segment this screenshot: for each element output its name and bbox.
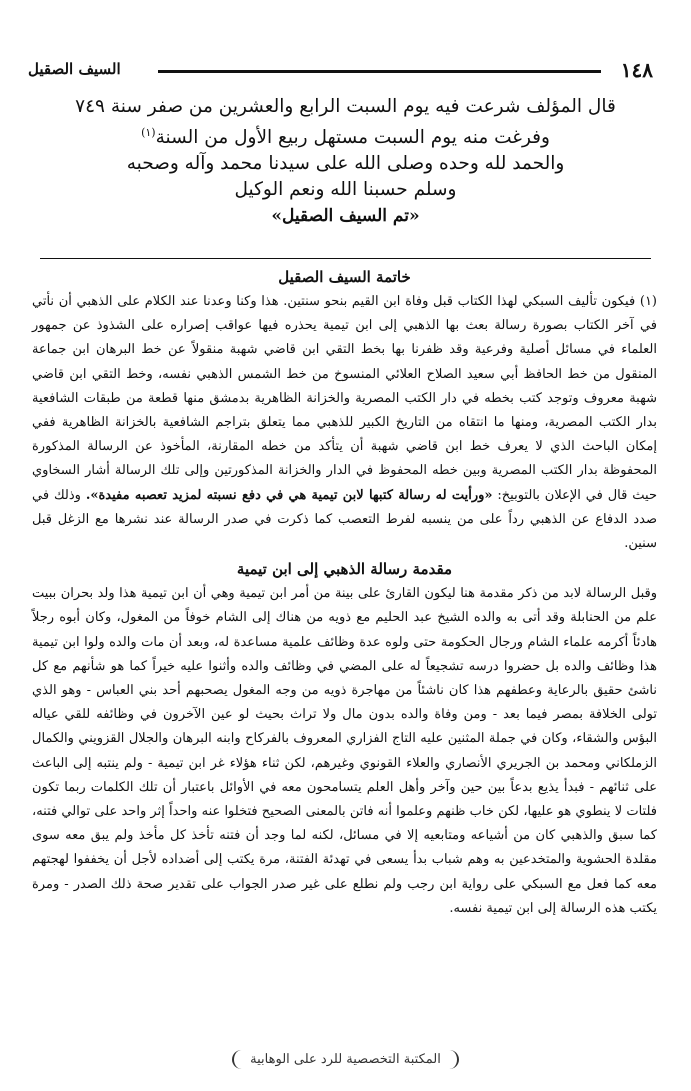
end-mark: «تم السيف الصقيل» <box>271 206 420 227</box>
footnote-quote: «ورأيت له رسالة كتبها لابن تيمية هي في دفع نسبته لمزيد تعصبه مفيدة». <box>85 487 493 503</box>
brand-frame: المكتبة التخصصية للرد على الوهابية <box>232 1050 459 1069</box>
colophon-line-4: وسلم حسبنا الله ونعم الوكيل <box>234 179 457 201</box>
footnote-paragraph-1: (١) فيكون تأليف السبكي لهذا الكتاب قبل وفاة ابن القيم بنحو سنتين. هذا وكنا وعدنا عند الكلام على الذهبي أن نأتي في آخر الكتاب بصورة رسالة بعث بها الذهبي إلى ابن تيمية يحذره فيها عواقب إصراره على الشذوذ عن جمهور العلماء في مسائل أصلية وفرعية وقد ظفرنا بها بخط التقي ابن قاضي شهبة منقولاً عن خط البرهان ابن جماعة المنقول من خط الحافظ أبي سعيد الصلاح العلائي المنسوخ من خط الشمس الذهبي نفسه، وخط التقي ابن قاضي شهبة معروف وتوجد كتب بخطه في دار الكتب المصرية والخزانة الظاهرية بدمشق منها قطعة من طبقات الشافعية بدار الكتب المصرية، ومنها ما انتقاه من التاريخ الكبير للذهبي مما يتعلق بتراجم الشافعية بالخزانة الظاهرية ففي إمكان الباحث الذي لا يعرف خط ابن قاضي شهبة أن يتأكد من خطه المقارنة، المأخوذ عن الرسالة المذكورة المحفوظة بدار الكتب المصرية وبين خطه المحفوظ في الدار والخزانة المذكورتين وإلى تلك الرسالة أشار السخاوي حيث قال في الإعلان بالتوبيخ: «ورأيت له رسالة كتبها لابن تيمية هي في دفع نسبته لمزيد تعصبه مفيدة». وذلك في صدد الدفاع عن الذهبي رداً على من ينسبه لفرط التعصب كما ذكرت في صدر الرسالة عند نشرها مع الزغل قبل سنين. <box>32 294 657 552</box>
colophon-line-1: قال المؤلف شرعت فيه يوم السبت الرابع والعشرين من صفر سنة ٧٤٩ <box>75 96 616 117</box>
running-header <box>28 58 653 88</box>
footnote-divider <box>40 258 651 259</box>
footnote-heading-2: مقدمة رسالة الذهبي إلى ابن تيمية <box>236 560 453 579</box>
colophon <box>42 94 649 229</box>
colophon-line-3: والحمد لله وحده وصلى الله على سيدنا محمد وآله وصحبه <box>126 153 565 175</box>
header-rule <box>158 70 601 73</box>
running-title: السيف الصقيل <box>28 60 121 78</box>
footnote-paragraph-2: وقبل الرسالة لابد من ذكر مقدمة هنا ليكون القارئ على بينة من أمر ابن تيمية وهي أن ابن تيمية هذا ولد بحران ببيت علم من الحنابلة وقد أتى به والده الشيخ عبد الحليم مع ذويه من هناك إلى الشام خوفاً من المغول، وكان أبوه رجلاً هادئاً أكرمه علماء الشام ورجال الحكومة حتى ولوه عدة وظائف علمية مساعدة له، وبعد أن مات والده ولوا ابن تيمية هذا وظائف والده بل حضروا درسه تشجيعاً له على المضي في وظائف والده وأثنوا عليه خيراً كما هو شأنهم مع كل ناشئ حقيق بالرعاية وعطفهم هذا كان ناشئاً من مهاجرة ذويه من وجه المغول يصحبهم أحد بني العباس - وهو الذي تولى الخلافة بمصر فيما بعد - ومن وفاة والده بدون مال ولا تراث بحيث لو عين الآخرون في وظائفه للقي عياله البؤس والشقاء، وكان في جملة المثنين عليه التاج الفزاري المعروف بالفركاح وابنه البرهان والجلال القزويني والكمال الزملكاني ومحمد بن الجريري الأنصاري والعلاء القونوي وغيرهم، لكن ثناء هؤلاء غر ابن تيمية - ولم ينتبه إلى الباعث على ثنائهم - فبدأ يذيع بدعاً بين حين وآخر وأهل العلم يتسامحون معه في الأوائل باعتبار أن تلك الكلمات ربما تكون فلتات لا ينطوي هو عليها، لكن خاب ظنهم وعلموا أنه فاتن بالمعنى الصحيح فتخلوا عنه واحداً إثر واحد على توالي فتنه، كما سبق والذهبي كان من أشياعه ومتابعيه إلا في مسائل، لكنه لما وجد أن فتنه تأخذ كل مأخذ ولم يبق معه سوى مقلدة الحشوية والمتخدعين به وهم شباب بدأ يسعى في تهدئة الفتنة، مرة يكتب إلى أضداده لأجل أن يخففوا لهجتهم معه كما فعل مع السبكي على رواية ابن رجب ولم نطلع على غير صدر الجواب على تقدير صحة ذلك الصدر - ومرة يكتب هذه الرسالة إلى ابن تيمية نفسه. <box>32 586 657 916</box>
page-number: ١٤٨ <box>620 58 653 82</box>
footnote-ref: (١) <box>141 126 156 139</box>
footnote-heading-1: خاتمة السيف الصقيل <box>278 268 411 286</box>
colophon-line-2: وفرغت منه يوم السبت مستهل ربيع الأول من السنة$^{(١)}$ <box>141 126 550 149</box>
footnote-body <box>32 264 657 921</box>
footer-brand <box>0 1050 691 1069</box>
